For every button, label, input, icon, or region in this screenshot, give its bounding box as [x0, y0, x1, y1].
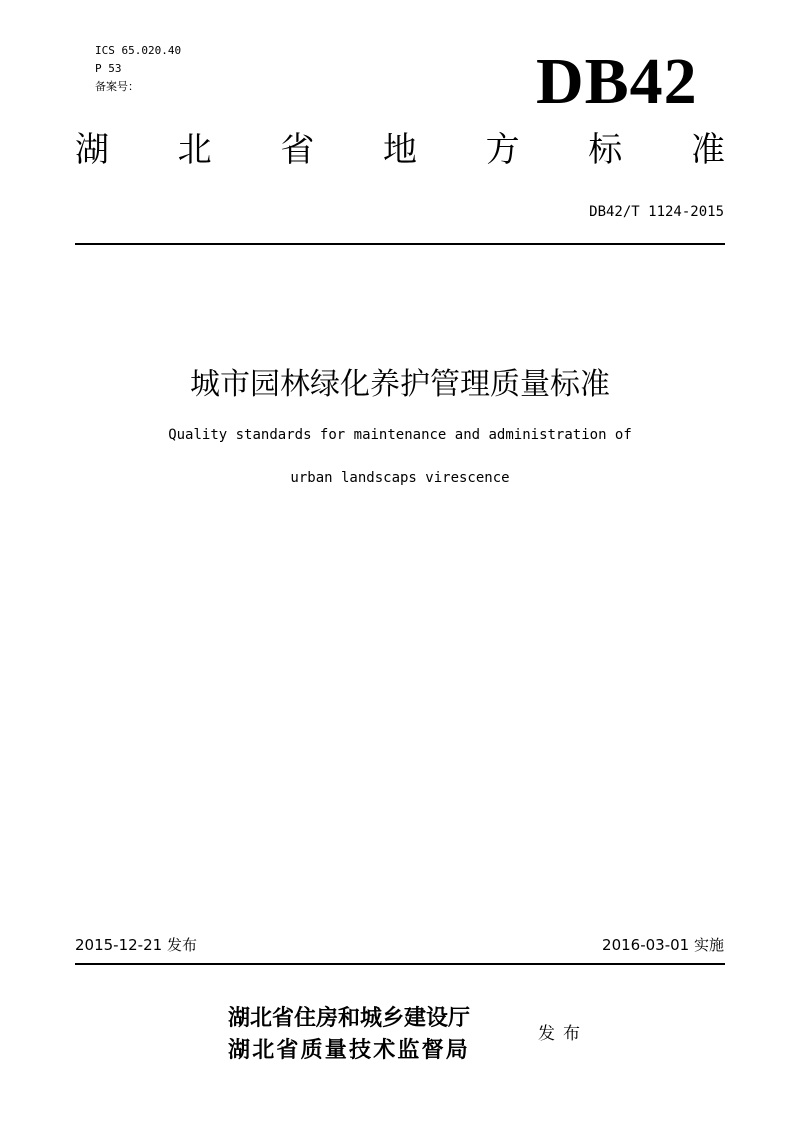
standard-number: DB42/T 1124-2015	[589, 204, 724, 220]
chinese-title: 城市园林绿化养护管理质量标准	[190, 367, 610, 402]
heading-char: 准	[690, 130, 725, 170]
standard-type-heading	[75, 126, 725, 174]
issue-date: 2015-12-21 发布	[75, 936, 197, 954]
issuing-organizations	[228, 1003, 470, 1067]
ics-code: ICS 65.020.40	[95, 44, 182, 57]
implementation-date: 2016-03-01 实施	[602, 936, 724, 954]
db42-logo: DB42	[536, 45, 698, 118]
publish-label: 发布	[538, 1024, 588, 1044]
classification-code: P 53	[95, 62, 122, 75]
english-title-line-1: Quality standards for maintenance and administration of	[168, 427, 632, 443]
english-title-line-2: urban landscaps virescence	[290, 470, 510, 486]
issuer-housing-department: 湖北省住房和城乡建设厅	[228, 1006, 471, 1031]
issuer-quality-bureau: 湖北省质量技术监督局	[228, 1038, 471, 1063]
heading-char: 标	[588, 130, 623, 170]
heading-char: 地	[382, 130, 417, 170]
top-divider	[75, 243, 725, 245]
header-meta	[95, 42, 181, 96]
heading-char: 省	[280, 130, 315, 170]
record-number: 备案号：	[95, 80, 139, 93]
heading-char: 北	[177, 130, 212, 170]
heading-char: 湖	[75, 130, 109, 170]
heading-char: 方	[485, 130, 520, 170]
bottom-divider	[75, 963, 725, 965]
